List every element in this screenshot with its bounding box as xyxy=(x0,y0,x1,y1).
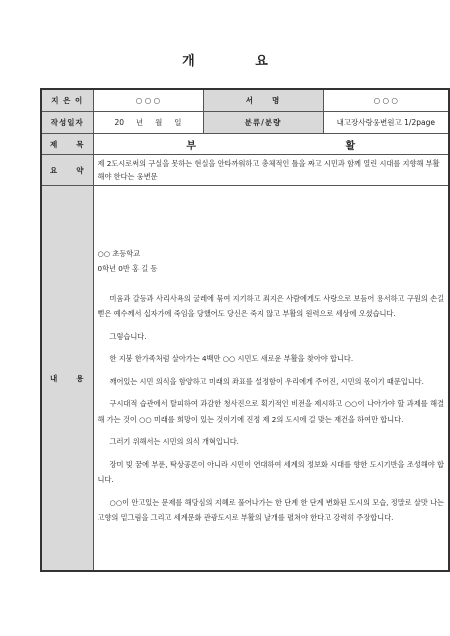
summary-row xyxy=(41,155,449,186)
subject-value xyxy=(93,134,449,155)
outline-form-table xyxy=(40,88,450,572)
paragraph: 한 지붕 한가족처럼 살아가는 4백만 ○○ 시민도 새로운 부활을 찾아야 합니다. xyxy=(109,354,354,363)
summary-text: 제 2도시로써의 구실을 못하는 현실을 안타까워하고 총체적인 틀을 짜고 시민과 함께 열린 시대를 지향해 부활해야 한다는 웅변문 xyxy=(93,155,449,186)
author-value: ○ ○ ○ xyxy=(93,89,203,112)
paragraph: 그러기 위해서는 시민의 의식 개혁입니다. xyxy=(109,437,239,446)
content-row xyxy=(41,186,449,572)
date-value: 20 년 월 일 xyxy=(93,112,203,134)
category-value: 내고장사랑웅변원고 1/2page xyxy=(323,112,449,134)
content-body xyxy=(93,186,449,572)
paragraph: 장미 빛 꿈에 부푼, 탁상공론이 아니라 시민이 연대하여 세계의 정보화 시대를 향한 도시기반을 조성해야 합니다. xyxy=(97,459,445,484)
student-line: 0학년 0반 홍 길 동 xyxy=(97,264,158,273)
paragraph: 미움과 갈등과 사리사욕의 굴레에 묶여 지기하고 죄지은 사람에게도 사랑으로 보듬어 용서하고 구원의 손길 뻗은 예수께서 십자가에 죽임을 당했어도 당신은 죽지 않고 부활의 원력으로 세상에 오셨습니다. xyxy=(97,293,445,318)
author-row xyxy=(41,89,449,112)
name-label: 서 명 xyxy=(203,89,323,112)
subject-row xyxy=(41,134,449,155)
content-label: 내 용 xyxy=(41,186,93,572)
summary-label: 요 약 xyxy=(41,155,93,186)
name-value: ○ ○ ○ xyxy=(323,89,449,112)
paragraph: 깨어있는 시민 의식을 함양하고 미래의 좌표를 설정함이 우리에게 주어진, 시민의 몫이기 때문입니다. xyxy=(109,376,424,386)
subject-text: 부 활 xyxy=(186,140,378,152)
date-row xyxy=(41,112,449,134)
school-line: ○○ 초등학교 xyxy=(97,248,141,258)
paragraph: ○○이 안고있는 문제를 해당심의 지혜로 풀어나가는 한 단계 한 단계 변화된 도시의 모습, 정말로 살맛 나는 고향의 밑그림을 그리고 세계문화 관광도시로 부활의 날개를 펼쳐야 한다고 강력히 주장합니다. xyxy=(97,497,445,522)
content-text xyxy=(98,224,445,526)
paragraph: 그렇습니다. xyxy=(109,331,147,341)
author-label: 지 은 이 xyxy=(41,89,93,112)
paragraph: 구시대적 습관에서 탈피하여 과감한 청사진으로 획기적인 비전을 제시하고 ○○이 나아가야 할 과제를 해결해 가는 것이 ○○ 미래를 희망이 있는 것이기에 진정 제 2의 도시에 걸 맞는 재건을 하여만 합니다. xyxy=(97,399,445,424)
document-title: 개 요 xyxy=(182,54,296,69)
subject-label: 제 목 xyxy=(41,134,93,155)
date-label: 작성일자 xyxy=(41,112,93,134)
category-label: 분류/분량 xyxy=(203,112,323,134)
